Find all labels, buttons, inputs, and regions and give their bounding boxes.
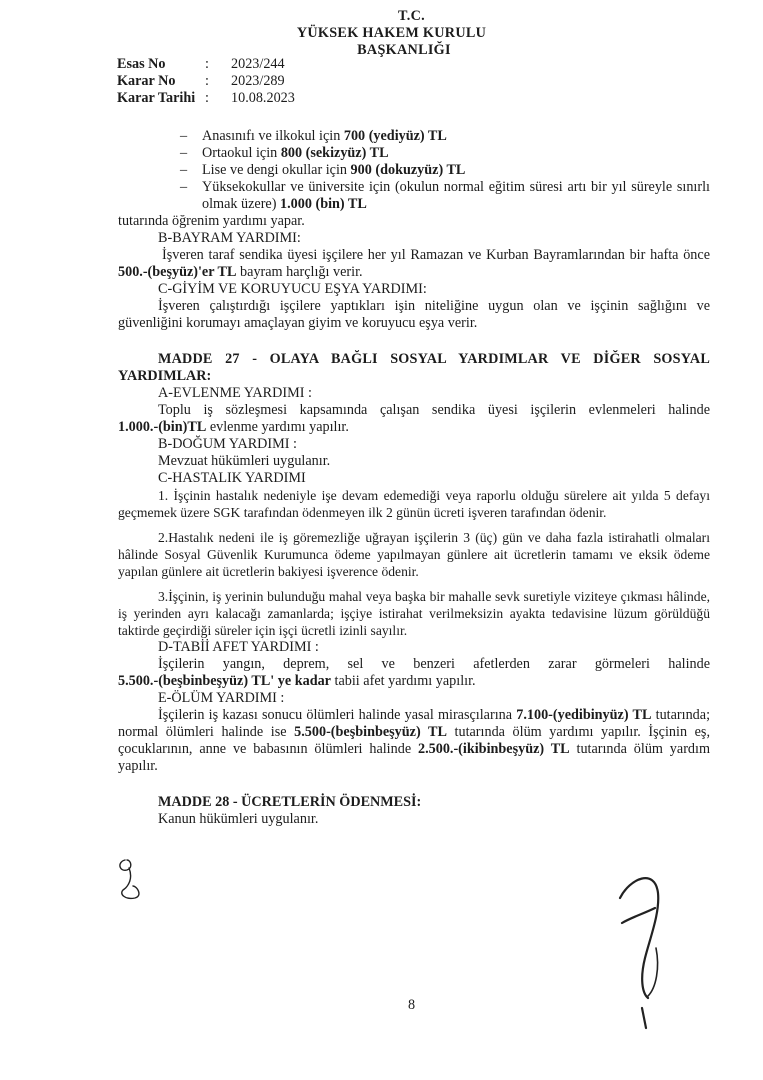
bayram-text-pre: İşveren taraf sendika üyesi işçilere her yıl Ramazan ve Kurban Bayramlarından bir hafta önce — [162, 247, 710, 263]
evlenme-heading: A-EVLENME YARDIMI : — [158, 385, 312, 401]
spacer — [118, 775, 710, 794]
spacer — [118, 521, 710, 529]
evlenme-amount-line — [118, 419, 710, 436]
olum-heading: E-ÖLÜM YARDIMI : — [158, 690, 285, 706]
item-amount: 900 (dokuzyüz) TL — [350, 162, 466, 178]
spacer — [118, 332, 710, 351]
tarih-row — [117, 90, 295, 107]
hastalik-item-3: 3.İşçinin, iş yerinin bulunduğu mahal veya başka bir mahalle sevk suretiyle viziteye çıkması hâlinde, iş yerinden ayrı kalacağı zamanlarda; işçiye istirahat verilmeksizin ayakta tedavisine lüzum görüldüğü taktirde geçirdiği süreler için işçi ücretli izinli sayılır. — [118, 589, 710, 638]
document-header — [0, 8, 763, 59]
olum-text — [118, 707, 710, 775]
afet-post: tabii afet yardımı yapılır. — [330, 673, 476, 689]
initials-signature — [115, 856, 155, 902]
olum-post: tutarında ölüm yardım yapılır. — [118, 741, 710, 774]
madde27-title: MADDE 27 - OLAYA BAĞLI SOSYAL YARDIMLAR VE DİĞER SOSYAL — [158, 351, 710, 367]
item-text: Yüksekokullar ve üniversite için (okulun normal eğitim süresi artı bir yıl süreyle sınırlı olmak üzere) — [202, 179, 710, 212]
egitim-closing: tutarında öğrenim yardımı yapar. — [118, 213, 305, 229]
bayram-amount: 500.-(beşyüz)'er TL — [118, 264, 237, 280]
header-institution: YÜKSEK HAKEM KURULU — [296, 25, 487, 41]
document-body — [118, 128, 710, 828]
afet-amount-line — [118, 673, 710, 690]
dash-bullet: – — [180, 145, 188, 161]
esas-label: Esas No — [117, 56, 166, 72]
afet-amount: 5.500.-(beşbinbeşyüz) TL' ye kadar — [118, 673, 331, 689]
header-presidency: BAŞKANLIĞI — [357, 42, 451, 58]
bayram-text — [118, 247, 710, 281]
list-item — [180, 162, 710, 179]
madde27-title-end: YARDIMLAR: — [118, 368, 212, 384]
giyim-text: İşveren çalıştırdığı işçilere yaptıkları işin niteliğine uygun olan ve işçinin sağlığını ve güvenliğini korumayı amaçlayan giyim ve koruyucu eşya verir. — [118, 298, 710, 331]
item-amount: 800 (sekizyüz) TL — [280, 145, 389, 161]
dogum-heading: B-DOĞUM YARDIMI : — [158, 436, 297, 452]
colon: : — [205, 90, 209, 106]
tarih-value: 10.08.2023 — [231, 90, 295, 106]
item-amount: 1.000 (bin) TL — [280, 196, 367, 212]
esas-value: 2023/244 — [231, 56, 285, 72]
colon: : — [205, 73, 209, 89]
karar-value: 2023/289 — [231, 73, 285, 89]
dash-bullet: – — [180, 179, 188, 195]
colon: : — [205, 56, 209, 72]
olum-pre3: tutarında ölüm yardımı yapılır. İşçinin eş, çocuklarının, anne ve babasının ölümleri halinde — [118, 724, 710, 757]
item-text: Anasınıfı ve ilkokul için — [202, 128, 344, 144]
olum-pre2: tutarında; normal ölümleri halinde ise — [118, 707, 711, 740]
dogum-text: Mevzuat hükümleri uygulanır. — [158, 453, 331, 469]
madde28-text: Kanun hükümleri uygulanır. — [158, 811, 319, 827]
giyim-heading: C-GİYİM VE KORUYUCU EŞYA YARDIMI: — [158, 281, 427, 297]
hastalik-heading: C-HASTALIK YARDIMI — [158, 470, 306, 486]
olum-pre1: İşçilerin iş kazası sonucu ölümleri halinde yasal mirasçılarına — [158, 707, 517, 723]
bayram-text-post: bayram harçlığı verir. — [236, 264, 363, 280]
dash-bullet: – — [180, 128, 188, 144]
madde28-title: MADDE 28 - ÜCRETLERİN ÖDENMESİ: — [158, 794, 422, 810]
item-text: Lise ve dengi okullar için — [202, 162, 351, 178]
evlenme-text: Toplu iş sözleşmesi kapsamında çalışan sendika üyesi işçilerin evlenmeleri halinde — [158, 402, 710, 418]
hastalik-item-2: 2.Hastalık nedeni ile iş göremezliğe uğrayan işçilerin 3 (üç) gün ve daha fazla istirahatli olmaları hâlinde Sosyal Güvenlik Kurumunca ödeme yapılmayan günlere ait ücretlerin tamamı ve eksik ödeme yapılan günlere ait ücretlerin bakiyesi işverence ödenir. — [118, 530, 710, 579]
page-number: 8 — [407, 997, 416, 1013]
dash-bullet: – — [180, 162, 188, 178]
header-tc: T.C. — [398, 8, 425, 24]
evlenme-amount: 1.000.-(bin)TL — [118, 419, 207, 435]
olum-amount-1: 7.100-(yedibinyüz) TL — [516, 707, 652, 723]
karar-row — [117, 73, 295, 90]
olum-amount-2: 5.500-(beşbinbeşyüz) TL — [294, 724, 447, 740]
case-metadata — [117, 56, 295, 107]
item-text: Ortaokul için — [202, 145, 281, 161]
item-amount: 700 (yediyüz) TL — [343, 128, 447, 144]
tarih-label: Karar Tarihi — [117, 90, 196, 106]
hastalik-item-1: 1. İşçinin hastalık nedeniyle işe devam edemediği veya raporlu olduğu sürelere ait yılda 5 defayı geçmemek üzere SGK tarafından ödenmeyen ilk 2 günün ücreti işveren tarafından ödenir. — [118, 488, 710, 520]
evlenme-post: evlenme yardımı yapılır. — [206, 419, 349, 435]
afet-heading: D-TABİİ AFET YARDIMI : — [158, 639, 319, 655]
list-item — [180, 128, 710, 145]
esas-row — [117, 56, 295, 73]
karar-label: Karar No — [117, 73, 176, 89]
olum-amount-3: 2.500.-(ikibinbeşyüz) TL — [417, 741, 570, 757]
list-item — [180, 179, 710, 213]
bayram-heading: B-BAYRAM YARDIMI: — [158, 230, 301, 246]
afet-text: İşçilerin yangın, deprem, sel ve benzeri afetlerden zarar görmeleri halinde — [158, 656, 710, 672]
list-item — [180, 145, 710, 162]
spacer — [118, 580, 710, 588]
